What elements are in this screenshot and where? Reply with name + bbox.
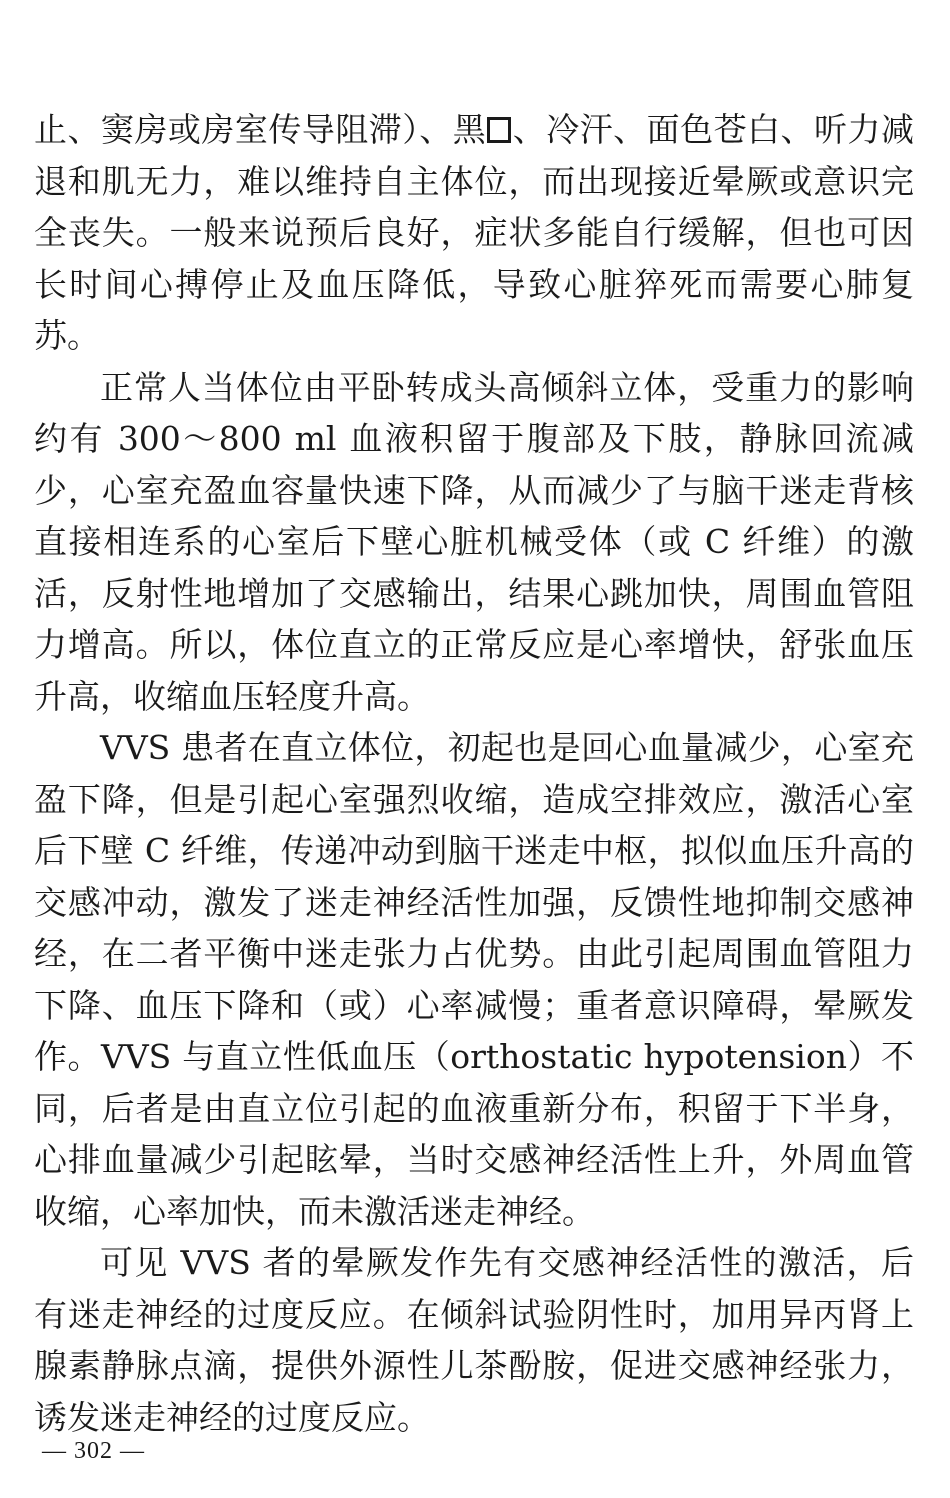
page-number: — 302 —	[42, 1438, 145, 1464]
paragraph-1-text-a: 止、窦房或房室传导阻滞）、黑	[34, 110, 487, 149]
paragraph-2: 正常人当体位由平卧转成头高倾斜立体，受重力的影响约有 300～800 ml 血液积留于腹部及下肢，静脉回流减少，心室充盈血容量快速下降，从而减少了与脑干迷走背核直接相连系的心室后下壁心脏机械受体（或 C 纤维）的激活，反射性地增加了交感输出，结果心跳加快，周围血管阻力增高。所以，体位直立的正常反应是心率增快，舒张血压升高，收缩血压轻度升高。	[34, 367, 914, 716]
body-text	[34, 104, 914, 1443]
paragraph-1-text-b: 、冷汗、面色苍白、听力减退和肌无力，难以维持自主体位，而出现接近晕厥或意识完全丧失。一般来说预后良好，症状多能自行缓解，但也可因长时间心搏停止及血压降低，导致心脏猝死而需要心肺复苏。	[34, 110, 915, 355]
missing-glyph-box-icon	[487, 117, 511, 143]
paragraph-4: 可见 VVS 者的晕厥发作先有交感神经活性的激活，后有迷走神经的过度反应。在倾斜试验阴性时，加用异丙肾上腺素静脉点滴，提供外源性儿茶酚胺，促进交感神经张力，诱发迷走神经的过度反应。	[34, 1243, 914, 1437]
paragraph-1	[34, 104, 914, 362]
paragraph-3: VVS 患者在直立体位，初起也是回心血量减少，心室充盈下降，但是引起心室强烈收缩，造成空排效应，激活心室后下壁 C 纤维，传递冲动到脑干迷走中枢，拟似血压升高的交感冲动，激发了迷走神经活性加强，反馈性地抑制交感神经，在二者平衡中迷走张力占优势。由此引起周围血管阻力下降、血压下降和（或）心率减慢；重者意识障碍，晕厥发作。VVS 与直立性低血压（orthostatic hypotension）不同，后者是由直立位引起的血液重新分布，积留于下半身，心排血量减少引起眩晕，当时交感神经活性上升，外周血管收缩，心率加快，而未激活迷走神经。	[34, 728, 914, 1231]
